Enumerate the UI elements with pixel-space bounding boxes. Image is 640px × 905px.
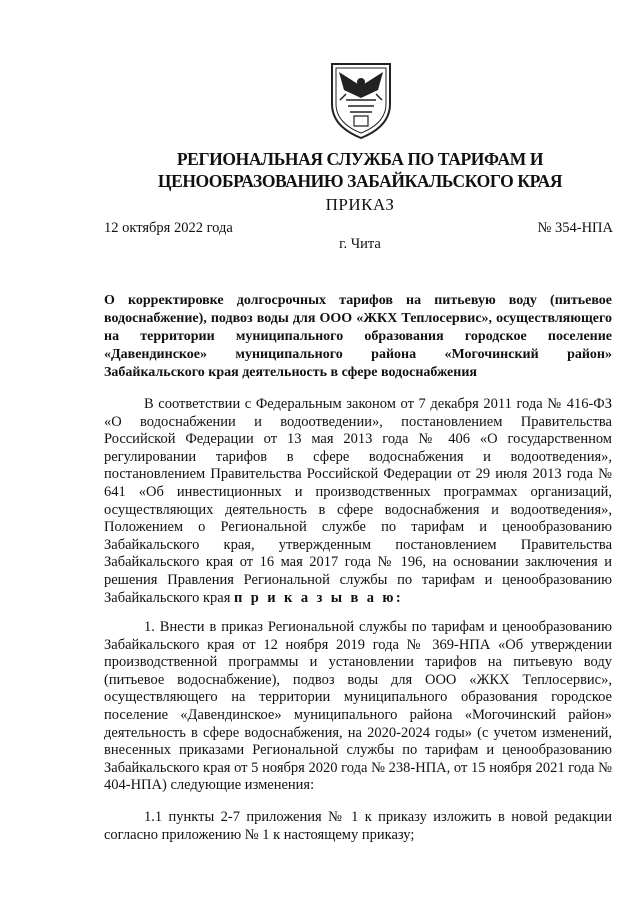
organization-name-line1: РЕГИОНАЛЬНАЯ СЛУЖБА ПО ТАРИФАМ И: [176, 149, 544, 169]
document-date: 12 октября 2022 года: [104, 220, 233, 236]
item-1-1-paragraph: 1.1 пункты 2-7 приложения № 1 к приказу изложить в новой редакции согласно приложению № 1 к настоящему приказу;: [104, 809, 612, 843]
preamble-text: В соответствии с Федеральным законом от 7 декабря 2011 года № 416-ФЗ «О водоснабжении и водоотведении», постановлением Правительства Российской Федерации от 13 мая 2013 года № 406 «О государственном регулировании тарифов в сфере водоснабжения и водоотведения», постановлением Правительства Российской Федерации от 29 июля 2013 года № 641 «Об инвестиционных и производственных программах организаций, осуществляющих деятельность в сфере водоснабжения и водоотведения», Положением о Региональной службе по тарифам и ценообразованию Забайкальского края, утвержденным постановлением Правительства Забайкальского края от 16 мая 2017 года № 196, на основании заключения и решения Правления Региональной службы по тарифам и ценообразованию Забайкальского края: [104, 396, 612, 606]
coat-of-arms-emblem: [326, 60, 396, 140]
document-city: г. Чита: [339, 236, 381, 252]
item-1-paragraph: 1. Внести в приказ Региональной службы по тарифам и ценообразованию Забайкальского края от 12 ноября 2019 года № 369-НПА «Об утверждении производственной программы и установлении тарифов на питьевую воду (питьевое водоснабжение), подвоз воды для ООО «ЖКХ Теплосервис», осуществляющего на территории муниципального образования городское поселение «Давендинское» муниципального района «Могочинский район» деятельность в сфере водоснабжения, на 2020-2024 годы» (с учетом изменений, внесенных приказами Региональной службы по тарифам и ценообразованию Забайкальского края от 5 ноября 2020 года № 238-НПА, от 15 ноября 2021 года № 404-НПА) следующие изменения:: [104, 619, 612, 794]
document-type: ПРИКАЗ: [325, 195, 395, 214]
organization-name-line2: ЦЕНООБРАЗОВАНИЮ ЗАБАЙКАЛЬСКОГО КРАЯ: [157, 171, 563, 191]
decree-word: п р и к а з ы в а ю:: [234, 589, 404, 606]
document-subject: О корректировке долгосрочных тарифов на питьевую воду (питьевое водоснабжение), подвоз воды для ООО «ЖКХ Теплосервис», осуществляющего на территории муниципального образования городское поселение «Давендинское» муниципального района «Могочинский район» Забайкальского края деятельность в сфере водоснабжения: [104, 293, 612, 380]
document-number: № 354-НПА: [537, 220, 613, 236]
preamble-paragraph: [104, 396, 612, 607]
